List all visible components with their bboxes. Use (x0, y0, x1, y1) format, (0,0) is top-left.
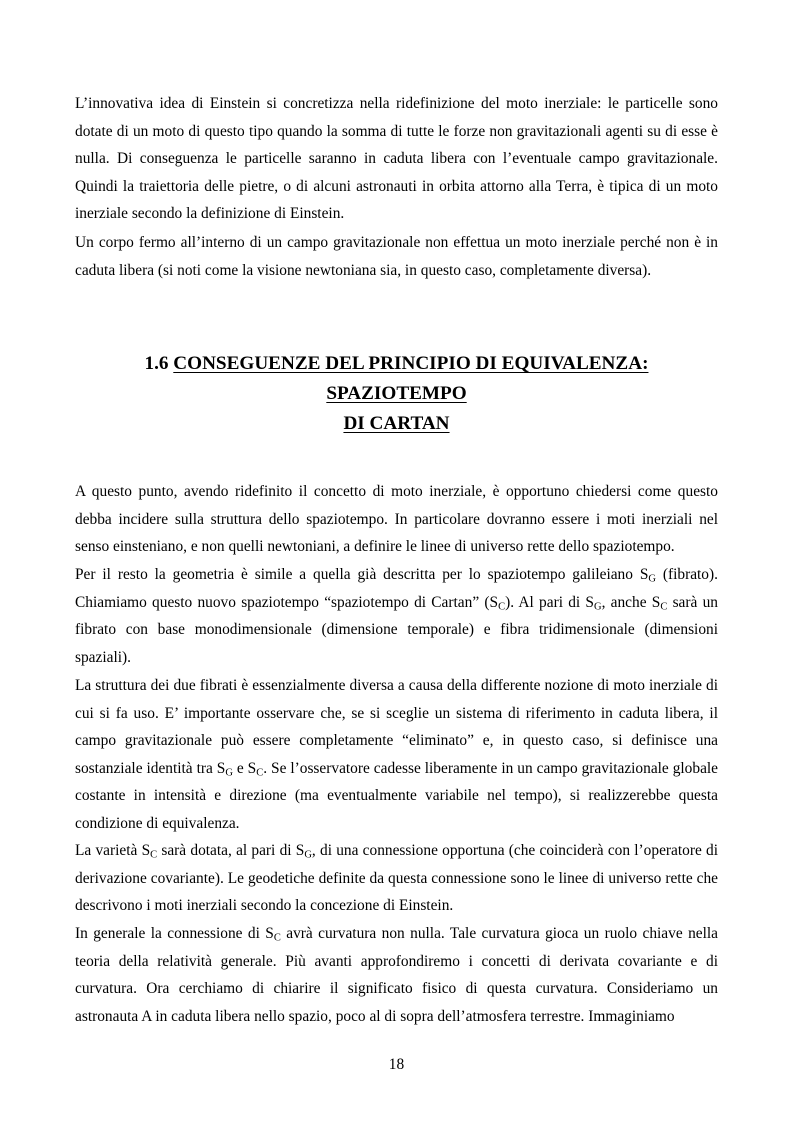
paragraph-body-at-rest: Un corpo fermo all’interno di un campo gravitazionale non effettua un moto inerziale perché non è in caduta libera (si noti come la visione newtoniana sia, in questo caso, completamente diversa). (75, 234, 718, 279)
paragraph-inertial-motion-definition: L’innovativa idea di Einstein si concretizza nella ridefinizione del moto inerziale: le particelle sono dotate di un moto di questo tipo quando la somma di tutte le forze non gravitazionali agenti su di esse è nulla. Di conseguenza le particelle saranno in caduta libera con l’eventuale campo gravitazionale. Quindi la traiettoria delle pietre, o di alcuni astronauti in orbita attorno alla Terra, è tipica di un moto inerziale secondo la definizione di Einstein. (75, 95, 718, 223)
paragraph-fiber-bundles: La struttura dei due fibrati è essenzialmente diversa a causa della differente nozione di moto inerziale di cui si fa uso. E’ importante osservare che, se si sceglie un sistema di riferimento in caduta libera, il campo gravitazionale può essere completamente “eliminato” e, in questo caso, si definisce una sostanziale identità tra $S_G$ e $S_C$. Se l’osservatore cadesse liberamente in un campo gravitazionale globale costante in intensità e direzione (ma eventualmente variabile nel tempo), si realizzerebbe questa condizione di equivalenza. (75, 677, 719, 832)
paragraph-spacetime-structure: A questo punto, avendo ridefinito il concetto di moto inerziale, è opportuno chiedersi come questo debba incidere sulla struttura dello spaziotempo. In particolare dovranno essere i moti inerziali nel senso einsteniano, e non quelli newtoniani, a definire le linee di universo rette dello spaziotempo. (75, 483, 718, 556)
section-title-line-2: DI CARTAN (343, 413, 450, 434)
page-number: 18 (388, 1056, 405, 1073)
paragraph-curvature: In generale la connessione di $S_C$ avrà curvatura non nulla. Tale curvatura gioca un ruolo chiave nella teoria della relatività generale. Più avanti approfondiremo i concetti di derivata covariante e di curvatura. Ora cerchiamo di chiarire il significato fisico di questa curvatura. Consideriamo un astronauta A in caduta libera nello spazio, poco al di sopra dell’atmosfera terrestre. Immaginiamo (75, 925, 718, 1025)
section-title-line-1: CONSEGUENZE DEL PRINCIPIO DI EQUIVALENZA: SPAZIOTEMPO (173, 353, 649, 404)
section-number: 1.6 (144, 353, 174, 374)
paragraph-connection: La varietà $S_C$ sarà dotata, al pari di $S_G$, di una connessione opportuna (che coinciderà con l’operatore di derivazione covariante). Le geodetiche definite da questa connessione sono le linee di universo rette che descrivono i moti inerziali secondo la concezione di Einstein. (75, 842, 718, 915)
paragraph-cartan-spacetime: Per il resto la geometria è simile a quella già descritta per lo spaziotempo galileiano $S_G$ (fibrato). Chiamiamo questo nuovo spaziotempo “spaziotempo di Cartan” $(S_C)$. Al pari di $S_G$, anche $S_C$ sarà un fibrato con base monodimensionale (dimensione temporale) e fibra tridimensionale (dimensioni spaziali). (75, 566, 718, 666)
section-heading (75, 349, 718, 439)
